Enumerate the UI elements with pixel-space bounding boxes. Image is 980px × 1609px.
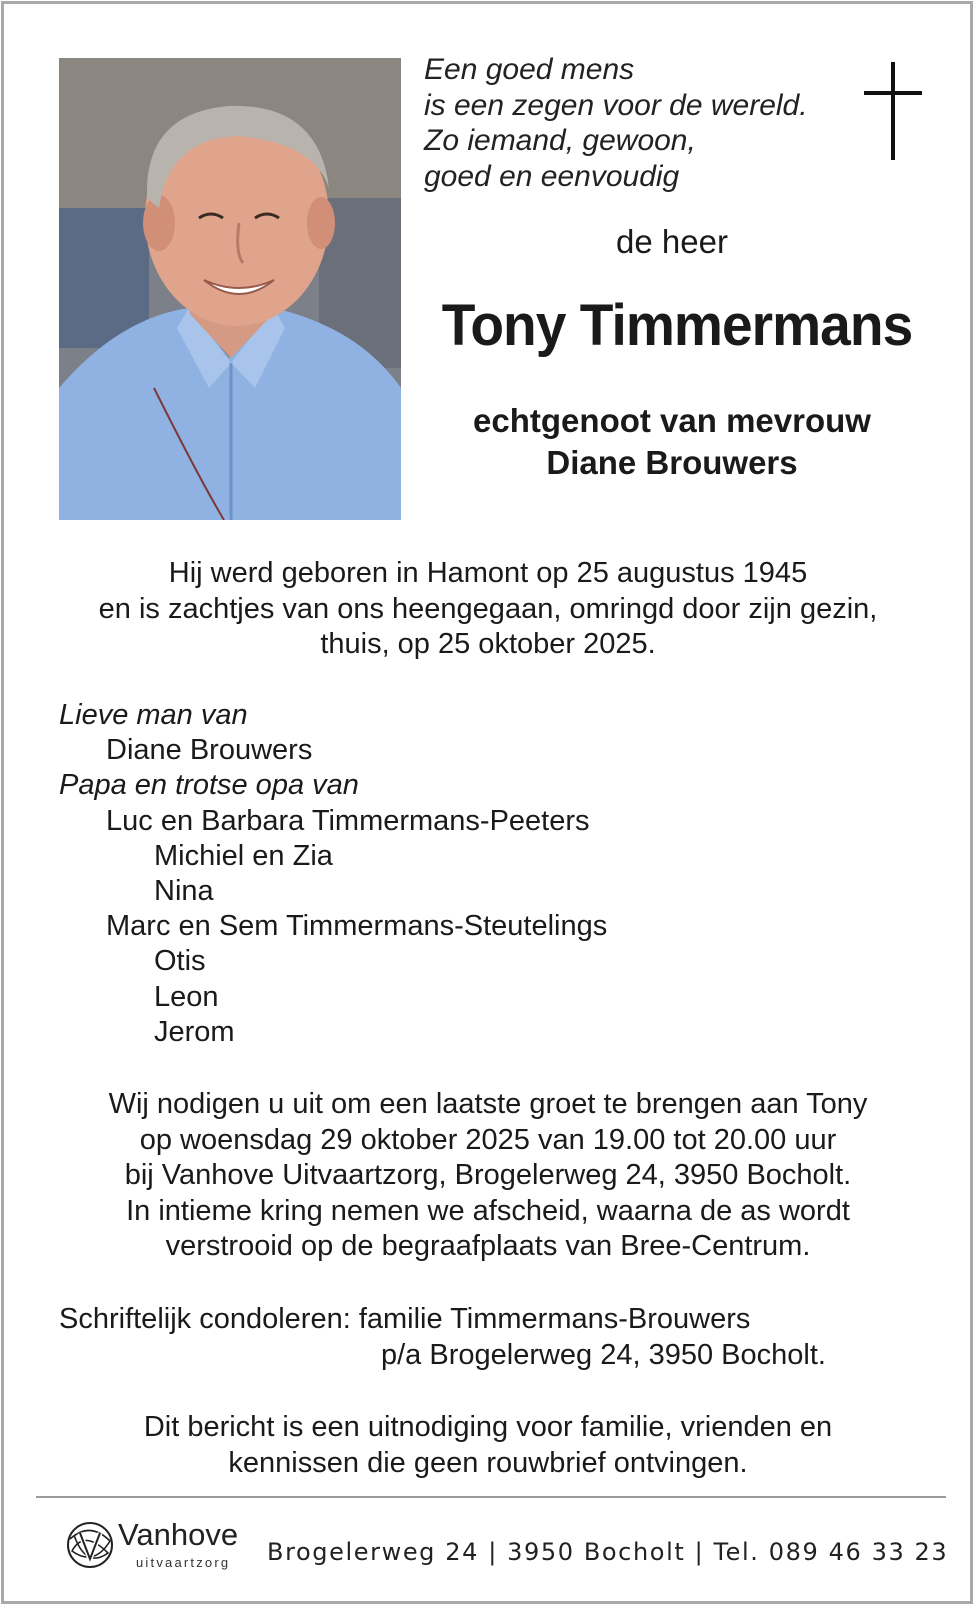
child-name: Luc en Barbara Timmermans-Peeters [106, 804, 590, 837]
portrait-photo [59, 58, 401, 520]
text-line: Hij werd geboren in Hamont op 25 augustus 1945 [168, 557, 808, 589]
wife-name: Diane Brouwers [106, 734, 313, 767]
family-list [59, 698, 919, 1050]
notice-text [40, 1410, 936, 1481]
footer-contact: Brogelerweg 24 | 3950 Bocholt | Tel. 089 46 33 23 [267, 1538, 949, 1566]
footer-divider [36, 1496, 946, 1498]
logo-scribble-icon [64, 1519, 116, 1571]
father-label: Papa en trotse opa van [59, 769, 359, 802]
grandchild-name: Jerom [154, 1015, 235, 1048]
logo-subtitle: uitvaartzorg [136, 1555, 231, 1570]
text-line: thuis, op 25 oktober 2025. [320, 628, 656, 660]
poem-line: Een goed mens [424, 53, 635, 86]
invitation-text [40, 1087, 936, 1265]
spouse-label: echtgenoot van mevrouw [473, 402, 871, 439]
text-line: op woensdag 29 oktober 2025 van 19.00 tot 20.00 uur [139, 1123, 837, 1156]
cross-icon [864, 62, 922, 160]
spouse-block [424, 400, 920, 484]
grandchild-name: Michiel en Zia [154, 839, 333, 872]
text-line: en is zachtjes van ons heengegaan, omringd door zijn gezin, [98, 592, 878, 625]
vanhove-logo [64, 1515, 254, 1575]
text-line: bij Vanhove Uitvaartzorg, Brogelerweg 24, 3950 Bocholt. [124, 1159, 852, 1191]
child-name: Marc en Sem Timmermans-Steutelings [106, 910, 608, 943]
grandchild-name: Leon [154, 980, 219, 1013]
text-line: Dit bericht is een uitnodiging voor familie, vrienden en [143, 1411, 833, 1443]
birth-death-text [40, 556, 936, 663]
grandchild-name: Nina [154, 875, 214, 908]
text-line: Wij nodigen u uit om een laatste groet te brengen aan Tony [108, 1088, 868, 1120]
poem-line: Zo iemand, gewoon, [424, 124, 696, 157]
poem-line: is een zegen voor de wereld. [424, 88, 808, 122]
logo-name: Vanhove [118, 1517, 239, 1552]
text-line: Schriftelijk condoleren: familie Timmermans-Brouwers [59, 1303, 751, 1335]
deceased-name: Tony Timmermans [441, 293, 913, 358]
spouse-name: Diane Brouwers [546, 444, 798, 481]
text-line: In intieme kring nemen we afscheid, waarna de as wordt [126, 1194, 850, 1227]
condolence-address: p/a Brogelerweg 24, 3950 Bocholt. [381, 1338, 826, 1371]
text-line: kennissen die geen rouwbrief ontvingen. [228, 1446, 748, 1479]
poem [424, 52, 844, 194]
poem-line: goed en eenvoudig [424, 159, 680, 193]
honorific: de heer [616, 223, 728, 260]
grandchild-name: Otis [154, 945, 206, 978]
husband-label: Lieve man van [59, 699, 248, 731]
text-line: verstrooid op de begraafplaats van Bree-Centrum. [165, 1230, 811, 1262]
condolence-text [59, 1302, 939, 1373]
